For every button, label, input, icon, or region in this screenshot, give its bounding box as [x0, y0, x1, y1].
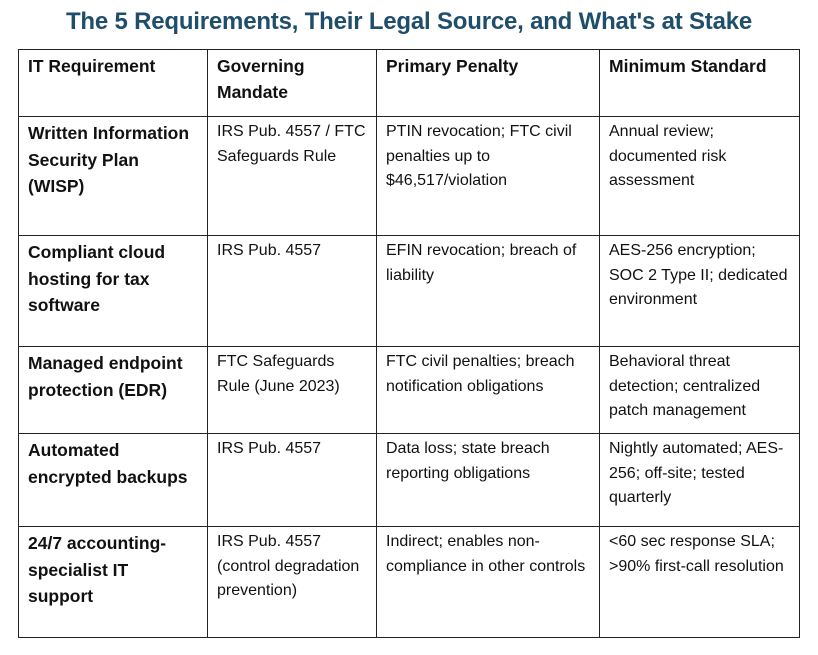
requirement-cell: Compliant cloud hosting for tax software	[19, 236, 208, 347]
penalty-cell: PTIN revocation; FTC civil penalties up to $46,517/violation	[377, 117, 600, 236]
penalty-cell: EFIN revocation; breach of liability	[377, 236, 600, 347]
table-row	[19, 347, 800, 434]
table-row	[19, 236, 800, 347]
table-row	[19, 434, 800, 527]
table-row	[19, 117, 800, 236]
requirement-cell: 24/7 accounting-specialist IT support	[19, 527, 208, 638]
mandate-cell: IRS Pub. 4557 / FTC Safeguards Rule	[208, 117, 377, 236]
column-header-it-requirement: IT Requirement	[19, 50, 208, 117]
table-header-row	[19, 50, 800, 117]
column-header-minimum-standard: Minimum Standard	[600, 50, 800, 117]
mandate-cell: IRS Pub. 4557 (control degradation prevention)	[208, 527, 377, 638]
page-title: The 5 Requirements, Their Legal Source, and What's at Stake	[65, 8, 753, 35]
mandate-cell: IRS Pub. 4557	[208, 434, 377, 527]
requirement-cell: Automated encrypted backups	[19, 434, 208, 527]
standard-cell: Annual review; documented risk assessment	[600, 117, 800, 236]
table-row	[19, 527, 800, 638]
mandate-cell: IRS Pub. 4557	[208, 236, 377, 347]
standard-cell: <60 sec response SLA; >90% first-call resolution	[600, 527, 800, 638]
standard-cell: Behavioral threat detection; centralized patch management	[600, 347, 800, 434]
penalty-cell: FTC civil penalties; breach notification obligations	[377, 347, 600, 434]
standard-cell: AES-256 encryption; SOC 2 Type II; dedicated environment	[600, 236, 800, 347]
standard-cell: Nightly automated; AES-256; off-site; tested quarterly	[600, 434, 800, 527]
requirements-table	[18, 49, 800, 638]
column-header-governing-mandate: Governing Mandate	[208, 50, 377, 117]
penalty-cell: Data loss; state breach reporting obligations	[377, 434, 600, 527]
mandate-cell: FTC Safeguards Rule (June 2023)	[208, 347, 377, 434]
penalty-cell: Indirect; enables non-compliance in other controls	[377, 527, 600, 638]
requirement-cell: Managed endpoint protection (EDR)	[19, 347, 208, 434]
column-header-primary-penalty: Primary Penalty	[377, 50, 600, 117]
requirement-cell: Written Information Security Plan (WISP)	[19, 117, 208, 236]
